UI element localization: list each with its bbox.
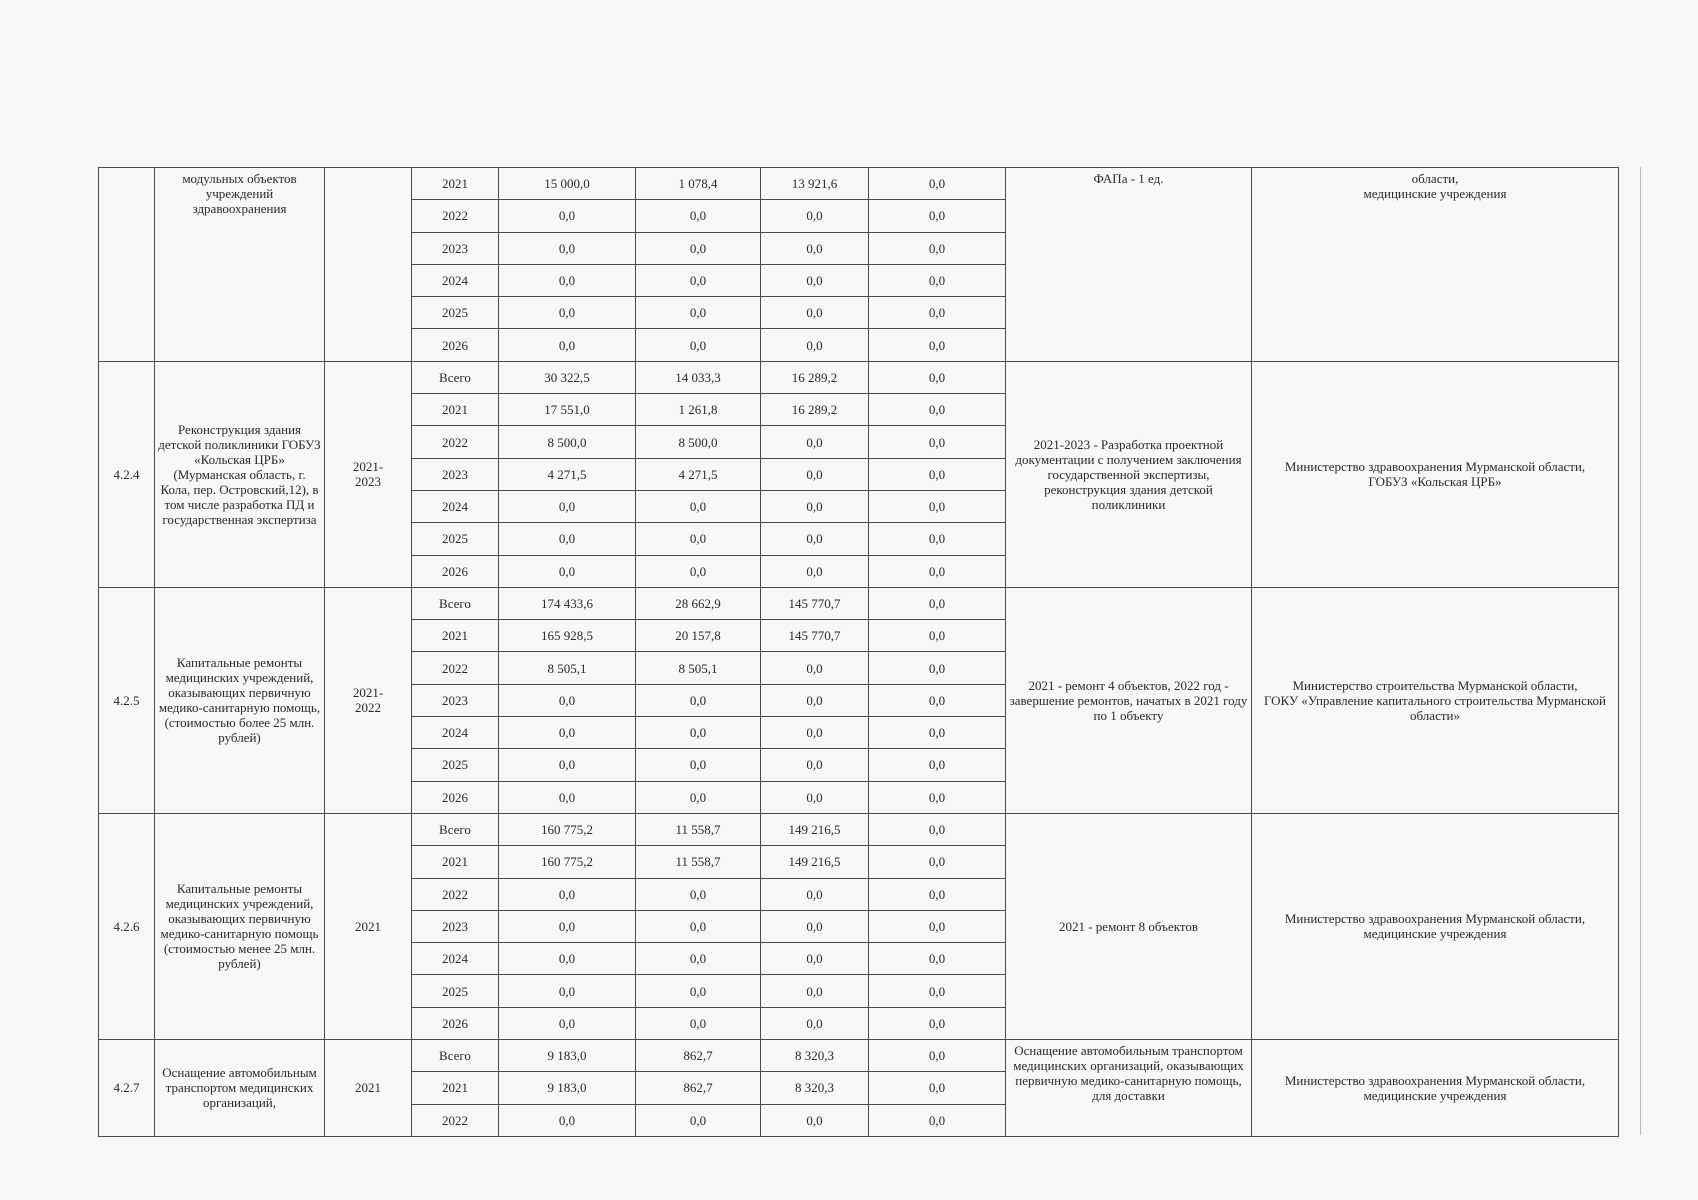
year-cell: 2024 — [412, 490, 499, 522]
amount-cell: 0,0 — [869, 587, 1006, 619]
amount-cell: 0,0 — [499, 200, 636, 232]
amount-cell: 0,0 — [869, 620, 1006, 652]
amount-cell: 0,0 — [869, 232, 1006, 264]
program-table — [98, 167, 1619, 1137]
amount-cell: 0,0 — [499, 264, 636, 296]
amount-cell: 0,0 — [761, 232, 869, 264]
year-cell: 2025 — [412, 297, 499, 329]
amount-cell: 9 183,0 — [499, 1040, 636, 1072]
amount-cell: 0,0 — [869, 523, 1006, 555]
amount-cell: 0,0 — [869, 846, 1006, 878]
amount-cell: 0,0 — [636, 975, 761, 1007]
amount-cell: 0,0 — [499, 1104, 636, 1136]
amount-cell: 0,0 — [636, 878, 761, 910]
item-name: Капитальные ремонты медицинских учреждений, оказывающих первичную медико-санитарную помощь, (стоимостью более 25 млн. рублей) — [155, 587, 325, 813]
amount-cell: 0,0 — [499, 975, 636, 1007]
item-executor: Министерство здравоохранения Мурманской области, медицинские учреждения — [1252, 813, 1619, 1039]
amount-cell: 0,0 — [869, 1072, 1006, 1104]
year-cell: 2022 — [412, 426, 499, 458]
amount-cell: 8 500,0 — [636, 426, 761, 458]
amount-cell: 0,0 — [869, 1040, 1006, 1072]
amount-cell: 0,0 — [869, 1104, 1006, 1136]
amount-cell: 0,0 — [761, 878, 869, 910]
amount-cell: 1 261,8 — [636, 394, 761, 426]
page-edge-line — [1640, 167, 1641, 1135]
amount-cell: 0,0 — [761, 652, 869, 684]
amount-cell: 0,0 — [636, 490, 761, 522]
amount-cell: 11 558,7 — [636, 813, 761, 845]
amount-cell: 0,0 — [499, 781, 636, 813]
table-row — [99, 361, 1619, 393]
amount-cell: 0,0 — [636, 232, 761, 264]
amount-cell: 0,0 — [761, 490, 869, 522]
year-cell: 2024 — [412, 717, 499, 749]
year-cell: 2024 — [412, 943, 499, 975]
amount-cell: 149 216,5 — [761, 846, 869, 878]
amount-cell: 0,0 — [869, 684, 1006, 716]
item-executor: Министерство строительства Мурманской области, ГОКУ «Управление капитального строительства Мурманской области» — [1252, 587, 1619, 813]
amount-cell: 0,0 — [636, 1007, 761, 1039]
amount-cell: 0,0 — [761, 910, 869, 942]
amount-cell: 0,0 — [869, 297, 1006, 329]
amount-cell: 0,0 — [499, 232, 636, 264]
amount-cell: 16 289,2 — [761, 361, 869, 393]
amount-cell: 0,0 — [869, 717, 1006, 749]
amount-cell: 0,0 — [761, 975, 869, 1007]
amount-cell: 15 000,0 — [499, 168, 636, 200]
amount-cell: 0,0 — [869, 878, 1006, 910]
amount-cell: 0,0 — [869, 458, 1006, 490]
amount-cell: 0,0 — [499, 910, 636, 942]
amount-cell: 0,0 — [636, 297, 761, 329]
amount-cell: 17 551,0 — [499, 394, 636, 426]
amount-cell: 0,0 — [761, 781, 869, 813]
amount-cell: 862,7 — [636, 1072, 761, 1104]
item-number: 4.2.5 — [99, 587, 155, 813]
year-cell: 2022 — [412, 878, 499, 910]
amount-cell: 0,0 — [869, 975, 1006, 1007]
amount-cell: 0,0 — [499, 523, 636, 555]
amount-cell: 862,7 — [636, 1040, 761, 1072]
amount-cell: 0,0 — [499, 717, 636, 749]
amount-cell: 0,0 — [761, 329, 869, 361]
year-cell: 2023 — [412, 684, 499, 716]
amount-cell: 0,0 — [636, 1104, 761, 1136]
amount-cell: 0,0 — [499, 943, 636, 975]
year-cell: Всего — [412, 813, 499, 845]
amount-cell: 0,0 — [636, 910, 761, 942]
amount-cell: 14 033,3 — [636, 361, 761, 393]
year-cell: Всего — [412, 361, 499, 393]
item-name: Реконструкция здания детской поликлиники ГОБУЗ «Кольская ЦРБ» (Мурманская область, г. Кола, пер. Островский,12), в том числе разработка ПД и государственная экспертиза — [155, 361, 325, 587]
year-cell: 2025 — [412, 975, 499, 1007]
amount-cell: 0,0 — [761, 297, 869, 329]
item-name: Капитальные ремонты медицинских учреждений, оказывающих первичную медико-санитарную помощь (стоимостью менее 25 млн. рублей) — [155, 813, 325, 1039]
amount-cell: 0,0 — [761, 717, 869, 749]
year-cell: 2026 — [412, 329, 499, 361]
amount-cell: 8 505,1 — [636, 652, 761, 684]
amount-cell: 0,0 — [761, 264, 869, 296]
year-cell: 2023 — [412, 458, 499, 490]
amount-cell: 0,0 — [761, 555, 869, 587]
amount-cell: 165 928,5 — [499, 620, 636, 652]
amount-cell: 0,0 — [636, 943, 761, 975]
item-result: 2021 - ремонт 4 объектов, 2022 год - завершение ремонтов, начатых в 2021 году по 1 объекту — [1006, 587, 1252, 813]
year-cell: Всего — [412, 1040, 499, 1072]
item-number: 4.2.6 — [99, 813, 155, 1039]
amount-cell: 0,0 — [761, 684, 869, 716]
year-cell: 2026 — [412, 555, 499, 587]
amount-cell: 0,0 — [869, 264, 1006, 296]
amount-cell: 0,0 — [761, 426, 869, 458]
year-cell: 2023 — [412, 910, 499, 942]
amount-cell: 0,0 — [499, 297, 636, 329]
item-executor: Министерство здравоохранения Мурманской области, медицинские учреждения — [1252, 1040, 1619, 1137]
amount-cell: 0,0 — [499, 749, 636, 781]
amount-cell: 0,0 — [761, 458, 869, 490]
amount-cell: 0,0 — [869, 168, 1006, 200]
amount-cell: 20 157,8 — [636, 620, 761, 652]
item-period — [325, 168, 412, 362]
amount-cell: 0,0 — [761, 749, 869, 781]
amount-cell: 174 433,6 — [499, 587, 636, 619]
amount-cell: 8 320,3 — [761, 1072, 869, 1104]
amount-cell: 0,0 — [869, 781, 1006, 813]
year-cell: 2021 — [412, 394, 499, 426]
item-result: Оснащение автомобильным транспортом медицинских организаций, оказывающих первичную медико-санитарную помощь, для доставки — [1006, 1040, 1252, 1137]
item-result: ФАПа - 1 ед. — [1006, 168, 1252, 362]
amount-cell: 11 558,7 — [636, 846, 761, 878]
amount-cell: 0,0 — [636, 523, 761, 555]
amount-cell: 0,0 — [869, 361, 1006, 393]
amount-cell: 13 921,6 — [761, 168, 869, 200]
item-result: 2021-2023 - Разработка проектной документации с получением заключения государственной экспертизы, реконструкция здания детской поликлиники — [1006, 361, 1252, 587]
amount-cell: 1 078,4 — [636, 168, 761, 200]
amount-cell: 0,0 — [869, 394, 1006, 426]
year-cell: 2022 — [412, 652, 499, 684]
amount-cell: 0,0 — [869, 555, 1006, 587]
year-cell: 2022 — [412, 1104, 499, 1136]
amount-cell: 0,0 — [499, 555, 636, 587]
year-cell: 2026 — [412, 781, 499, 813]
amount-cell: 0,0 — [869, 910, 1006, 942]
item-name: Оснащение автомобильным транспортом медицинских организаций, — [155, 1040, 325, 1137]
amount-cell: 4 271,5 — [499, 458, 636, 490]
amount-cell: 0,0 — [499, 684, 636, 716]
amount-cell: 149 216,5 — [761, 813, 869, 845]
year-cell: 2021 — [412, 846, 499, 878]
amount-cell: 0,0 — [499, 490, 636, 522]
amount-cell: 0,0 — [869, 490, 1006, 522]
amount-cell: 0,0 — [869, 943, 1006, 975]
amount-cell: 4 271,5 — [636, 458, 761, 490]
item-result: 2021 - ремонт 8 объектов — [1006, 813, 1252, 1039]
amount-cell: 0,0 — [636, 781, 761, 813]
year-cell: Всего — [412, 587, 499, 619]
amount-cell: 160 775,2 — [499, 813, 636, 845]
amount-cell: 0,0 — [869, 200, 1006, 232]
item-executor: Министерство здравоохранения Мурманской области, ГОБУЗ «Кольская ЦРБ» — [1252, 361, 1619, 587]
amount-cell: 0,0 — [761, 943, 869, 975]
item-period: 2021 — [325, 813, 412, 1039]
year-cell: 2021 — [412, 168, 499, 200]
amount-cell: 16 289,2 — [761, 394, 869, 426]
table-row — [99, 813, 1619, 845]
amount-cell: 0,0 — [761, 1104, 869, 1136]
year-cell: 2022 — [412, 200, 499, 232]
amount-cell: 0,0 — [636, 264, 761, 296]
amount-cell: 0,0 — [869, 652, 1006, 684]
amount-cell: 0,0 — [869, 329, 1006, 361]
year-cell: 2025 — [412, 749, 499, 781]
amount-cell: 0,0 — [869, 426, 1006, 458]
item-period: 2021 — [325, 1040, 412, 1137]
item-executor: области, медицинские учреждения — [1252, 168, 1619, 362]
amount-cell: 145 770,7 — [761, 620, 869, 652]
amount-cell: 8 320,3 — [761, 1040, 869, 1072]
amount-cell: 30 322,5 — [499, 361, 636, 393]
table-row — [99, 587, 1619, 619]
amount-cell: 0,0 — [636, 717, 761, 749]
amount-cell: 0,0 — [761, 1007, 869, 1039]
amount-cell: 0,0 — [869, 1007, 1006, 1039]
amount-cell: 0,0 — [636, 684, 761, 716]
item-period: 2021- 2022 — [325, 587, 412, 813]
amount-cell: 0,0 — [761, 200, 869, 232]
amount-cell: 0,0 — [761, 523, 869, 555]
amount-cell: 0,0 — [636, 200, 761, 232]
amount-cell: 9 183,0 — [499, 1072, 636, 1104]
year-cell: 2021 — [412, 620, 499, 652]
table-row — [99, 1040, 1619, 1072]
amount-cell: 160 775,2 — [499, 846, 636, 878]
year-cell: 2025 — [412, 523, 499, 555]
amount-cell: 0,0 — [636, 749, 761, 781]
year-cell: 2023 — [412, 232, 499, 264]
amount-cell: 0,0 — [636, 555, 761, 587]
amount-cell: 0,0 — [499, 329, 636, 361]
item-number: 4.2.7 — [99, 1040, 155, 1137]
amount-cell: 145 770,7 — [761, 587, 869, 619]
amount-cell: 0,0 — [499, 1007, 636, 1039]
amount-cell: 0,0 — [499, 878, 636, 910]
amount-cell: 8 505,1 — [499, 652, 636, 684]
amount-cell: 28 662,9 — [636, 587, 761, 619]
year-cell: 2024 — [412, 264, 499, 296]
year-cell: 2021 — [412, 1072, 499, 1104]
item-number — [99, 168, 155, 362]
item-name: модульных объектов учреждений здравоохранения — [155, 168, 325, 362]
amount-cell: 0,0 — [869, 813, 1006, 845]
table-row — [99, 168, 1619, 200]
amount-cell: 0,0 — [636, 329, 761, 361]
year-cell: 2026 — [412, 1007, 499, 1039]
item-number: 4.2.4 — [99, 361, 155, 587]
amount-cell: 0,0 — [869, 749, 1006, 781]
amount-cell: 8 500,0 — [499, 426, 636, 458]
item-period: 2021- 2023 — [325, 361, 412, 587]
